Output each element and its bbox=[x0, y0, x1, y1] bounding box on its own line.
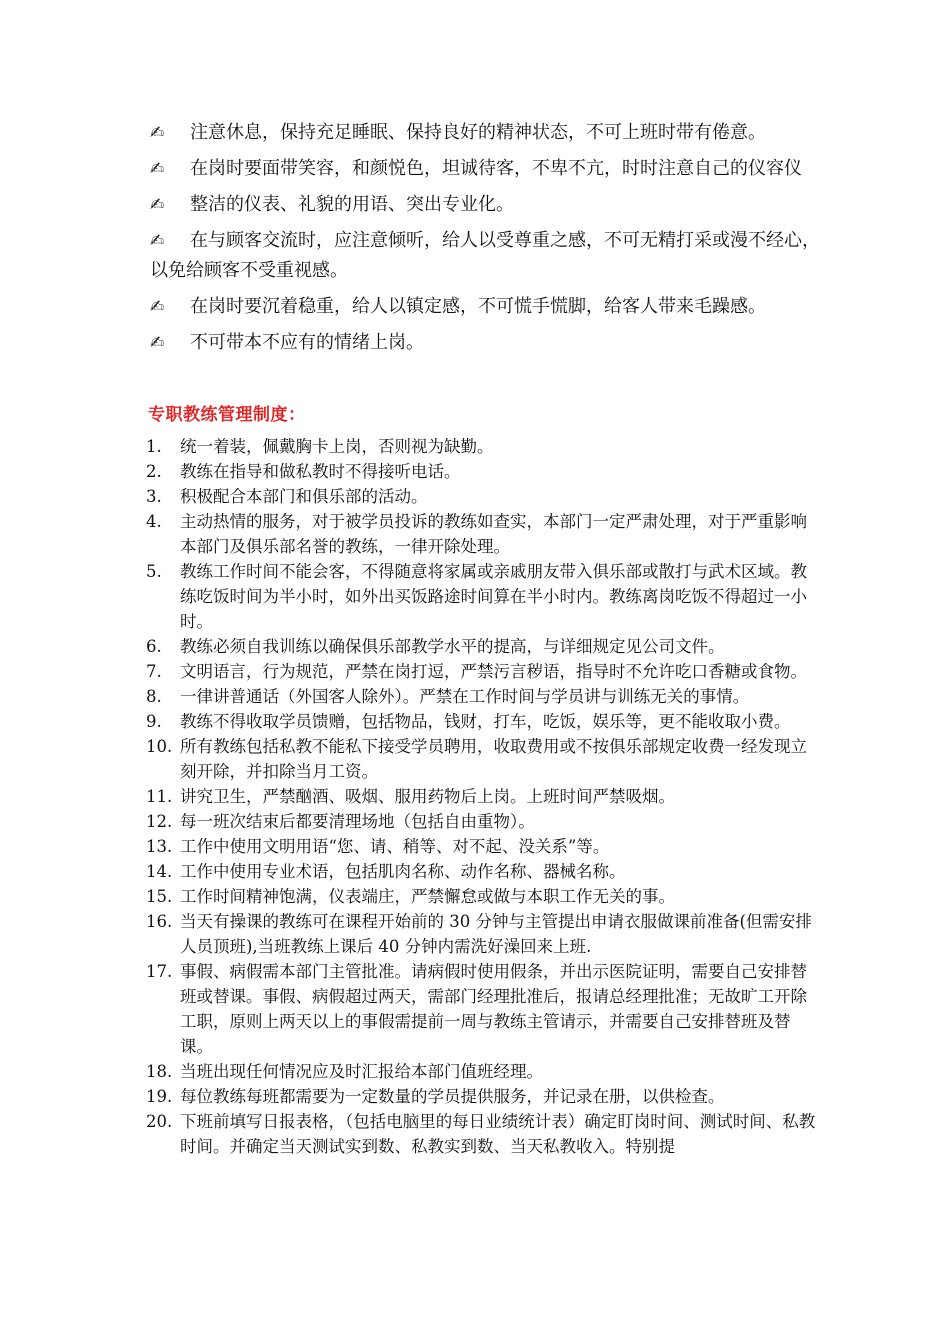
item-number: 16. bbox=[146, 912, 173, 931]
bullet-item bbox=[150, 190, 820, 220]
list-item bbox=[146, 434, 816, 459]
bullet-item bbox=[150, 154, 820, 184]
item-text: 教练不得收取学员馈赠，包括物品，钱财，打车，吃饭，娱乐等，更不能收取小费。 bbox=[180, 712, 791, 731]
item-text: 所有教练包括私教不能私下接受学员聘用，收取费用或不按俱乐部规定收费一经发现立刻开除，并扣除当月工资。 bbox=[180, 737, 807, 781]
item-text: 当天有操课的教练可在课程开始前的 30 分钟与主管提出申请衣服做课前准备(但需安排人员顶班),当班教练上课后 40 分钟内需洗好澡回来上班. bbox=[180, 912, 812, 956]
item-text: 下班前填写日报表格，（包括电脑里的每日业绩统计表）确定盯岗时间、测试时间、私教时间。并确定当天测试实到数、私教实到数、当天私教收入。特别提 bbox=[180, 1112, 816, 1156]
item-number: 8. bbox=[146, 687, 162, 706]
item-number: 15. bbox=[146, 887, 173, 906]
item-text: 工作中使用专业术语，包括肌肉名称、动作名称、器械名称。 bbox=[180, 862, 626, 881]
bullet-item bbox=[150, 118, 820, 148]
list-item bbox=[146, 909, 816, 959]
bullet-item bbox=[150, 328, 820, 358]
item-number: 7. bbox=[146, 662, 162, 681]
item-number: 6. bbox=[146, 637, 162, 656]
pen-icon: ✍ bbox=[150, 231, 165, 251]
item-number: 5. bbox=[146, 562, 162, 581]
item-text: 一律讲普通话（外国客人除外）。严禁在工作时间与学员讲与训练无关的事情。 bbox=[180, 687, 750, 706]
list-item bbox=[146, 659, 816, 684]
bullet-text: 不可带本不应有的情绪上岗。 bbox=[190, 332, 424, 353]
section-heading: 专职教练管理制度： bbox=[148, 405, 306, 425]
item-text: 每位教练每班都需要为一定数量的学员提供服务，并记录在册，以供检查。 bbox=[180, 1087, 725, 1106]
bullet-item bbox=[150, 226, 820, 286]
item-text: 教练在指导和做私教时不得接听电话。 bbox=[180, 462, 461, 481]
item-number: 12. bbox=[146, 812, 173, 831]
list-item bbox=[146, 459, 816, 484]
item-number: 4. bbox=[146, 512, 162, 531]
list-item bbox=[146, 959, 816, 1059]
list-item bbox=[146, 634, 816, 659]
rules-list bbox=[146, 434, 816, 1159]
pen-icon: ✍ bbox=[150, 159, 165, 179]
bullet-text: 整洁的仪表、礼貌的用语、突出专业化。 bbox=[190, 194, 514, 215]
bullet-list bbox=[150, 118, 820, 364]
item-text: 教练工作时间不能会客，不得随意将家属或亲戚朋友带入俱乐部或散打与武术区域。教练吃饭时间为半小时，如外出买饭路途时间算在半小时内。教练离岗吃饭不得超过一小时。 bbox=[180, 562, 807, 631]
list-item bbox=[146, 784, 816, 809]
item-text: 讲究卫生，严禁酗酒、吸烟、服用药物后上岗。上班时间严禁吸烟。 bbox=[180, 787, 675, 806]
item-number: 1. bbox=[146, 437, 162, 456]
item-number: 18. bbox=[146, 1062, 173, 1081]
item-number: 11. bbox=[146, 787, 173, 806]
item-text: 当班出现任何情况应及时汇报给本部门值班经理。 bbox=[180, 1062, 543, 1081]
item-number: 20. bbox=[146, 1112, 173, 1131]
bullet-text: 在与顾客交流时，应注意倾听，给人以受尊重之感，不可无精打采或漫不经心，以免给顾客不受重视感。 bbox=[150, 230, 820, 281]
item-number: 10. bbox=[146, 737, 173, 756]
pen-icon: ✍ bbox=[150, 333, 165, 353]
item-text: 工作中使用文明用语“您、请、稍等、对不起、没关系”等。 bbox=[180, 837, 610, 856]
pen-icon: ✍ bbox=[150, 297, 165, 317]
item-text: 教练必须自我训练以确保俱乐部教学水平的提高，与详细规定见公司文件。 bbox=[180, 637, 725, 656]
item-number: 9. bbox=[146, 712, 162, 731]
list-item bbox=[146, 559, 816, 634]
list-item bbox=[146, 1084, 816, 1109]
list-item bbox=[146, 484, 816, 509]
list-item bbox=[146, 834, 816, 859]
item-text: 每一班次结束后都要清理场地（包括自由重物）。 bbox=[180, 812, 535, 831]
list-item bbox=[146, 1059, 816, 1084]
bullet-text: 在岗时要面带笑容，和颜悦色，坦诚待客，不卑不亢，时时注意自己的仪容仪 bbox=[190, 158, 802, 179]
item-text: 事假、病假需本部门主管批准。请病假时使用假条，并出示医院证明，需要自己安排替班或替课。事假、病假超过两天，需部门经理批准后，报请总经理批准；无故旷工开除工职，原则上两天以上的事假需提前一周与教练主管请示，并需要自己安排替班及替课。 bbox=[180, 962, 807, 1056]
item-text: 积极配合本部门和俱乐部的活动。 bbox=[180, 487, 428, 506]
item-text: 工作时间精神饱满，仪表端庄，严禁懈怠或做与本职工作无关的事。 bbox=[180, 887, 675, 906]
list-item bbox=[146, 1109, 816, 1159]
item-number: 13. bbox=[146, 837, 173, 856]
list-item bbox=[146, 859, 816, 884]
list-item bbox=[146, 509, 816, 559]
item-number: 14. bbox=[146, 862, 173, 881]
item-text: 主动热情的服务，对于被学员投诉的教练如查实，本部门一定严肃处理，对于严重影响本部门及俱乐部名誉的教练，一律开除处理。 bbox=[180, 512, 807, 556]
pen-icon: ✍ bbox=[150, 123, 165, 143]
bullet-text: 在岗时要沉着稳重，给人以镇定感，不可慌手慌脚，给客人带来毛躁感。 bbox=[190, 296, 766, 317]
pen-icon: ✍ bbox=[150, 195, 165, 215]
list-item bbox=[146, 684, 816, 709]
item-number: 2. bbox=[146, 462, 162, 481]
bullet-text: 注意休息，保持充足睡眠、保持良好的精神状态，不可上班时带有倦意。 bbox=[190, 122, 766, 143]
item-text: 统一着装，佩戴胸卡上岗，否则视为缺勤。 bbox=[180, 437, 494, 456]
list-item bbox=[146, 709, 816, 734]
item-text: 文明语言，行为规范，严禁在岗打逗，严禁污言秽语，指导时不允许吃口香糖或食物。 bbox=[180, 662, 807, 681]
bullet-item bbox=[150, 292, 820, 322]
item-number: 3. bbox=[146, 487, 162, 506]
item-number: 19. bbox=[146, 1087, 173, 1106]
list-item bbox=[146, 884, 816, 909]
list-item bbox=[146, 809, 816, 834]
list-item bbox=[146, 734, 816, 784]
item-number: 17. bbox=[146, 962, 173, 981]
